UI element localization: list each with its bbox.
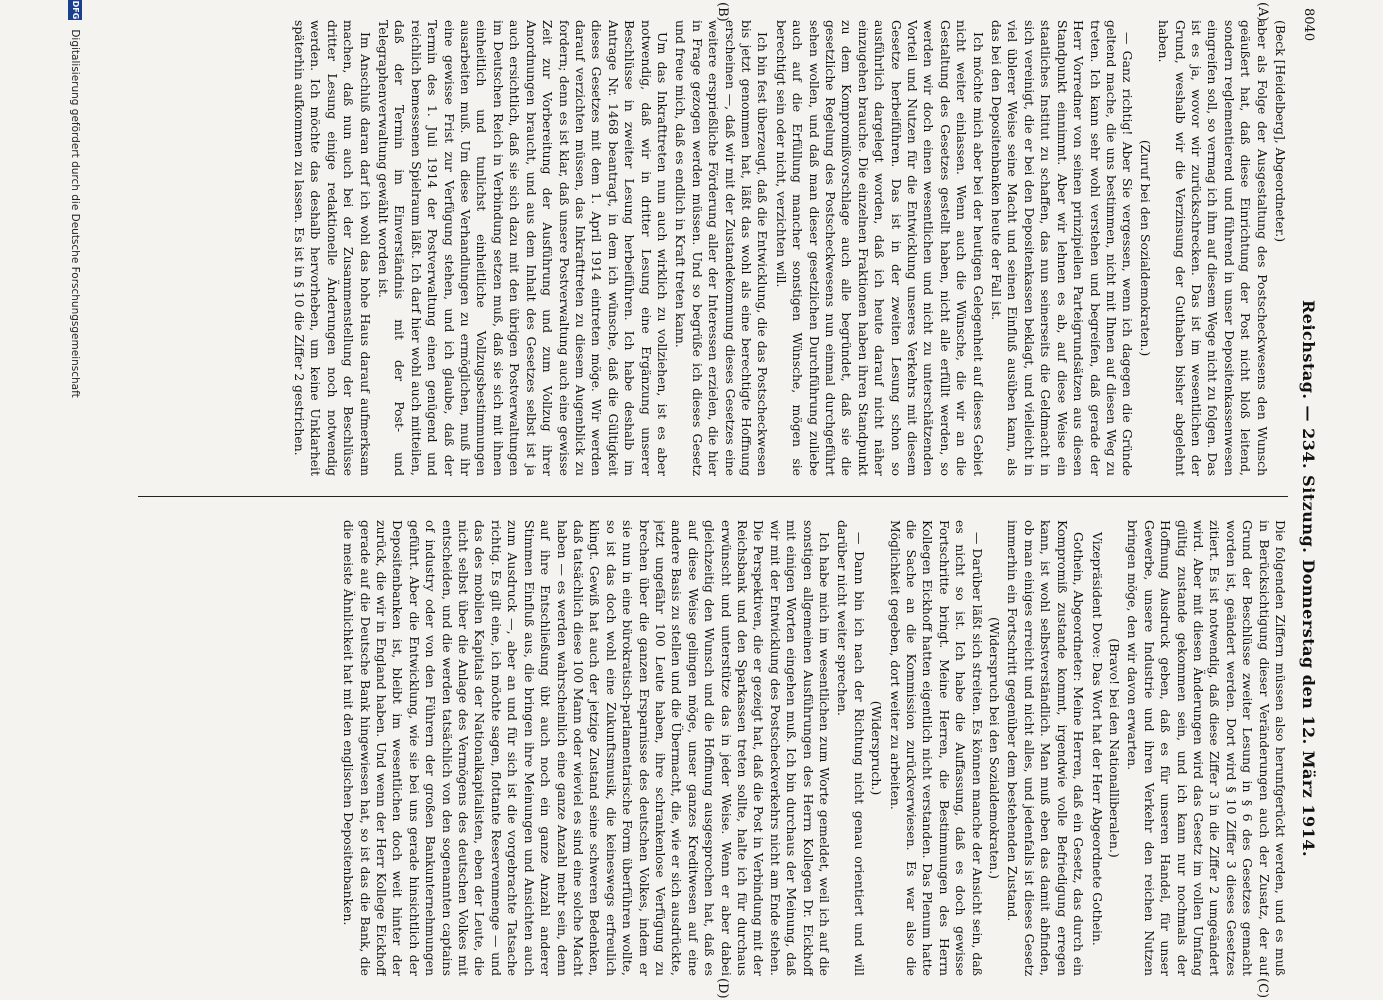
page-running-title: Reichstag. — 234. Sitzung. Donnerstag den 12. März 1914. (1299, 300, 1318, 858)
footer-credit (60, 0, 82, 1000)
stage-direction: (Zuruf bei den Sozialdemokraten.) (1137, 139, 1153, 357)
column-divider (138, 496, 1288, 497)
paragraph: Ich bin fest überzeugt, daß die Entwicklung, die das Postscheckwesen bis jetzt genommen hat, läßt das wohl als eine berechtigte Hoffnung erscheinen —, daß wir mit der Zustandekommung dieses Gesetzes eine weitere ersprießliche Förderung aller der Interessen erzielen, die hier in Frage gezogen werden müssen. Und so begrüße ich dieses Gesetz und freue mich, daß es endlich in Kraft treten kann. (673, 20, 771, 476)
right-column (138, 520, 1288, 976)
page-number: 8040 (1301, 8, 1316, 42)
margin-marker-b: (B) (715, 2, 730, 22)
stage-direction: (Bravo! bei den Nationalliberalen.) (1106, 638, 1122, 858)
document-page (50, 0, 1330, 1000)
paragraph: Um das Inkrafttreten nun auch wirklich zu vollziehen, ist es aber notwendig, daß wir in dritter Lesung eine Ergänzung unserer Beschlüsse in zweiter Lesung herbeiführen. Ich habe deshalb im Antrage Nr. 1468 beantragt, in dem ich wünsche, daß die Gültigkeit dieses Gesetzes mit dem 1. April 1914 eintreten möge. Wir werden darauf verzichten müssen, das Inkrafttreten zu diesem Augenblick zu fordern; denn es ist klar, daß unsere Postverwaltung auch eine gewisse Zeit zur Vorbereitung der Ausführung und zum Vollzug ihrer Anordnungen braucht, und aus dem Inhalt des Gesetzes selbst ist ja auch ersichtlich, daß sie sich dazu mit den übrigen Postverwaltungen im Deutschen Reich in Verbindung setzen muß, daß sie sich mit ihnen einheitlich und tunlichst einheitliche Vollzugsbestimmungen ausarbeiten muß. Um diese Verhandlungen zu ermöglichen, muß ihr eine gewisse Frist zur Verfügung stehen, und ich glaube, daß der Termin des 1. Juli 1914 der Postverwaltung einen genügend und reichlich bemessenen Spielraum läßt. Ich darf hier wohl auch mitteilen, daß der Termin im Einverständnis mit der Post- und Telegraphenverwaltung gewählt worden ist. (376, 20, 670, 476)
margin-marker-d: (D) (715, 978, 730, 999)
paragraph: — Dann bin ich nach der Richtung nicht genau orientiert und will darüber nicht weiter sprechen. (835, 520, 867, 976)
footer-text: Digitalisierung gefördert durch die Deutsche Forschungsgemeinschaft (69, 29, 81, 398)
dfg-logo-icon: DFG (68, 0, 82, 20)
margin-marker-c: (C) (1255, 978, 1270, 999)
margin-marker-a: (A) (1255, 2, 1270, 22)
paragraph: aber als Folge der Ausgestaltung des Postscheckwesens den Wunsch geäußert hat, daß diese Einrichtung der Post nicht bloß leitend, sondern reglementierend und führend in unser Depositenkassenwesen eingreifen soll, so vermag ich ihm auf diesem Wege nicht zu folgen. Das ist es ja, wovor wir zurückschrecken. Das ist im wesentlichen der Grund, weshalb wir die Verzinsung der Guthaben bisher abgelehnt haben. (1156, 20, 1270, 476)
paragraph: Gothein, Abgeordneter: Meine Herren, daß ein Gesetz, das durch ein Kompromiß zustande kommt, irgendwie volle Befriedigung erregen kann, ist wohl selbstverständlich. Man muß eben das damit abfinden, ob man einiges erreicht und nicht alles, und jedenfalls ist dieses Gesetz immerhin ein Fortschritt gegenüber dem bestehenden Zustand. (1005, 520, 1087, 976)
paragraph: — Ganz richtig! Aber Sie vergessen, wenn ich dagegen die Gründe geltend mache, die uns bestimmen, nicht mit Ihnen auf diesen Weg zu treten. Ich kann sehr wohl verstehen und begreifen, daß gerade der Herr Vorredner von seinen prinzipiellen Parteigrundsätzen aus diesen Standpunkt einnimmt. Aber wir lehnen es ab, auf diese Weise ein staatliches Institut zu schaffen, das nun seinerseits die Geldmacht in sich vereinigt, die er bei den Depositenkassen beklagt, und vielleicht in viel üblerer Weise seine Macht und seinen Einfluß ausüben kann, als das bei den Depositenbanken heute der Fall ist. (989, 20, 1136, 476)
stage-direction: (Widerspruch bei den Sozialdemokraten.) (987, 616, 1003, 880)
paragraph: — Darüber läßt sich streiten. Es können manche der Ansicht sein, daß es nicht so ist. Ich habe die Auffassung, daß es doch gewisse Fortschritte bringt. Meine Herren, die Bestimmungen des Herrn Kollegen Eickhoff hatten eigentlich nicht verstanden. Das Plenum hatte die Sache an die Kommission zurückverwiesen. Es war also die Möglichkeit gegeben, dort weiter zu arbeiten. (887, 520, 985, 976)
paragraph: Im Anschluß daran darf ich wohl das hohe Haus darauf aufmerksam machen, daß nun auch bei der Zusammenstellung der Beschlüsse dritter Lesung einige redaktionelle Änderungen noch notwendig werden. Ich möchte das deshalb hervorheben, um keine Unklarheit späterhin aufkommen zu lassen. Es ist in § 10 die Ziffer 2 gestrichen. (292, 20, 373, 476)
speaker-line: (Beck [Heidelberg], Abgeordneter.) (1273, 20, 1288, 243)
paragraph: Ich habe mich im wesentlichen zum Worte gemeldet, weil ich auf die sonstigen allgemeinen Ausführungen des Herrn Kollegen Dr. Eickhoff mit einigen Worten eingehen muß. Ich bin durchaus der Meinung, daß wir mit der Entwicklung des Postscheckverkehrs nicht am Ende stehen. Die Perspektiven, die er gezeigt hat, daß die Post in Verbindung mit der Reichsbank und den Sparkassen treten sollte, halte ich für durchaus erwünscht und unterstütze das in jeder Weise. Wenn er aber dabei gleichzeitig den Wunsch und die Hoffnung ausgesprochen hat, daß es auf diese Weise gelingen möge, unser ganzes Kreditwesen auf eine andere Basis zu stellen und die Übermacht, die, wie er sich ausdrückte, jetzt ungefähr 100 Leute haben, ihre schrankenlose Verfügung zu brechen über die ganzen Ersparnisse des deutschen Volkes, indem er sie nun in eine bürokratisch-parlamentarische Form überführen wollte, so ist das doch wohl eine Zukunftsmusik, die keineswegs erfreulich klingt. Gewiß hat auch der jetzige Zustand seine schweren Bedenken, daß tatsächlich diese 100 Mann oder wieviel es sind eine solche Macht haben — es werden wahrscheinlich eine ganze Anzahl mehr sein, denn auf ihre Entschließung übt auch noch ein ganze Anzahl anderer Stimmen Einfluß aus, die bringen ihre Meinungen und Ansichten auch zum Ausdruck —, aber an und für sich ist die vorgebrachte Tatsache richtig. Es gilt eine, ich möchte sagen, flottante Reservenmenge — und das des mobilen Kapitals der Nationalkapitalisten, eben der Leute, die nicht selbst über die Anlage des Vermögens des deutschen Volkes mit entscheiden, und die werden tatsächlich von den sogenannten captains of industry oder von den Führern der großen Bankunternehmungen geführt. Aber die Entwicklung, wie sie bei uns gerade hinsichtlich der Depositenbanken ist, bleibt im wesentlichen doch weit hinter der zurück, die wir in England haben. Und wenn der Herr Kollege Eickhoff gerade auf die Deutsche Bank hingewiesen hat, so ist das die Bank, die die meiste Ähnlichkeit hat mit den englischen Depositenbanken. (341, 520, 833, 976)
paragraph: Vizepräsident Dove: Das Wort hat der Herr Abgeordnete Gothein. (1089, 532, 1105, 946)
paragraph: Ich möchte mich aber bei der heutigen Gelegenheit auf dieses Gebiet nicht weiter einlassen. Wenn auch die Wünsche, die wir an die Gestaltung des Gesetzes gestellt haben, nicht alle erfüllt werden, so werden wir doch einen wesentlichen und nicht zu unterschätzenden Vorteil und Nutzen für die Entwicklung unseres Verkehrs mit diesem Gesetze herbeiführen. Das ist in der zweiten Lesung schon so ausführlich dargelegt worden, daß ich heute darauf nicht näher einzugehen brauche. Die einzelnen Fraktionen haben ihren Standpunkt zu dem Kompromißvorschlage auch alle begründet, daß sie die gesetzliche Regelung des Postscheckwesens nun einmal durchgeführt sehen wollen, und daß man dieser gesetzlichen Durchführung zuliebe auch auf die Erfüllung mancher sonstigen Wünsche, mögen sie berechtigt sein oder nicht, verzichten will. (773, 20, 986, 476)
page-header (1294, 0, 1320, 1000)
left-column (138, 20, 1288, 476)
paragraph: Die folgenden Ziffern müssen also herunfgerückt werden, und es muß in Berücksichtigung dieser Veränderungen auch der Zusatz, der auf Grund der Beschlüsse zweiter Lesung in § 6 des Gesetzes gemacht worden ist, geändert werden. Dort wird § 10 Ziffer 3 dieses Gesetzes zitiert. Es ist notwendig, daß diese Ziffer 3 in die Ziffer 2 umgeändert wird. Aber mit diesen Änderungen wird das Gesetz im vollen Umfang gültig zustande gekommen sein, und ich kann nur nochmals der Hoffnung Ausdruck geben, daß es für unseren Handel, für unser Gewerbe, unsere Industrie und ihren Verkehr den reichen Nutzen bringen möge, den wir davon erwarten. (1125, 520, 1288, 976)
stage-direction: (Widerspruch.) (869, 700, 885, 796)
